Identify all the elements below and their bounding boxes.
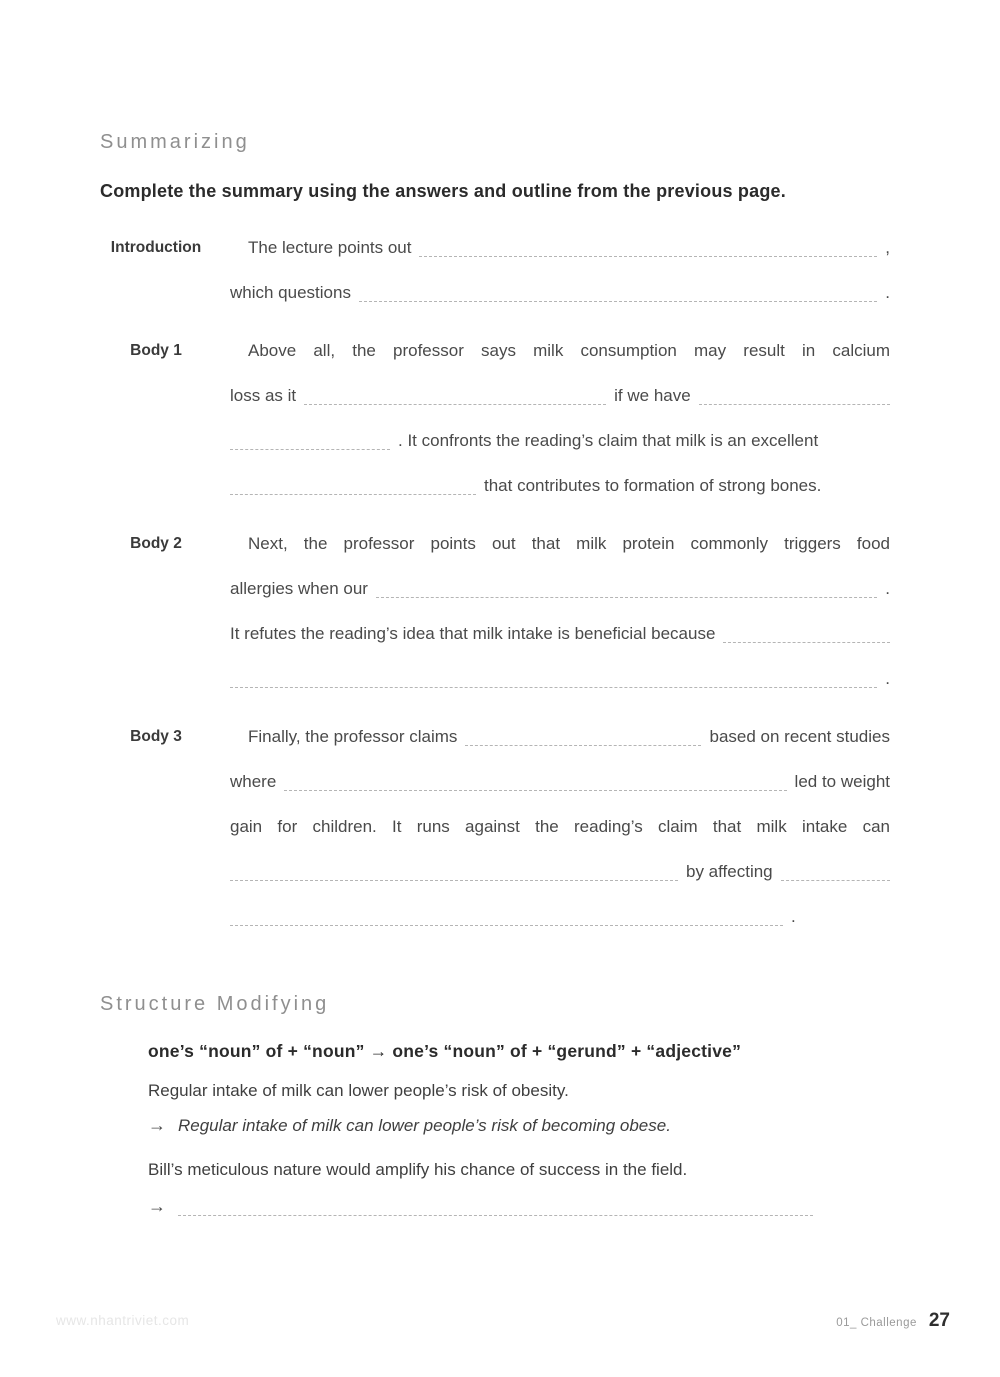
arrow-icon: → xyxy=(148,1115,166,1135)
body3-line-2 xyxy=(230,759,890,804)
body1-line-1 xyxy=(230,328,890,373)
page-number: 27 xyxy=(928,1310,950,1331)
line-text: which questions xyxy=(230,283,351,302)
body2-line-3 xyxy=(230,611,890,656)
line-text: . It confronts the reading’s claim that milk is an excellent xyxy=(398,431,819,450)
modified-sentence: Regular intake of milk can lower people’s risk of becoming obese. xyxy=(178,1116,671,1135)
line-punct: . xyxy=(885,669,890,688)
blank-answer-line xyxy=(230,494,476,495)
body1-line-4 xyxy=(230,463,890,508)
introduction-text xyxy=(230,225,890,315)
line-text: Next, the professor points out that milk protein commonly triggers food xyxy=(248,534,890,553)
blank-answer-line xyxy=(781,880,890,881)
blank-answer-line xyxy=(230,925,783,926)
line-text: that contributes to formation of strong bones. xyxy=(484,476,822,495)
structure-example-1-answer xyxy=(148,1112,848,1139)
introduction-line-1 xyxy=(230,225,890,270)
line-punct: . xyxy=(791,907,796,926)
line-text: based on recent studies xyxy=(709,727,890,746)
summary-block-body1 xyxy=(100,328,900,508)
blank-answer-line xyxy=(178,1215,813,1216)
blank-answer-line xyxy=(284,790,786,791)
body2-line-2 xyxy=(230,566,890,611)
body1-label: Body 1 xyxy=(130,342,182,359)
body2-label: Body 2 xyxy=(130,535,182,552)
line-text: The lecture points out xyxy=(248,238,412,257)
body3-label: Body 3 xyxy=(130,728,182,745)
body1-line-3 xyxy=(230,418,890,463)
blank-answer-line xyxy=(230,449,390,450)
introduction-label: Introduction xyxy=(110,239,202,256)
blank-answer-line xyxy=(230,880,678,881)
body3-line-3 xyxy=(230,804,890,849)
blank-answer-line xyxy=(359,301,877,302)
blank-answer-line xyxy=(230,687,877,688)
structure-example-2-answer xyxy=(148,1193,848,1219)
structure-modifying-section xyxy=(148,1036,848,1219)
line-text: It refutes the reading’s idea that milk intake is beneficial because xyxy=(230,624,716,643)
instruction-text: Complete the summary using the answers and outline from the previous page. xyxy=(100,181,786,201)
body1-line-2 xyxy=(230,373,890,418)
line-text: loss as it xyxy=(230,386,297,405)
line-text: if we have xyxy=(614,386,691,405)
blank-answer-line xyxy=(465,745,701,746)
structure-modifying-heading: Structure Modifying xyxy=(100,993,330,1015)
blank-answer-line xyxy=(376,597,877,598)
structure-example-1: Regular intake of milk can lower people’s risk of obesity. xyxy=(148,1081,569,1100)
line-punct: , xyxy=(885,238,890,257)
summarizing-heading: Summarizing xyxy=(100,131,250,153)
summary-block-introduction xyxy=(100,225,900,315)
line-text: led to weight xyxy=(794,772,890,791)
line-text: allergies when our xyxy=(230,579,368,598)
body3-line-4 xyxy=(230,849,890,894)
body3-text xyxy=(230,714,890,939)
summary-block-body3 xyxy=(100,714,900,939)
structure-rule: one’s “noun” of + “noun” → one’s “noun” of + “gerund” + “adjective” xyxy=(148,1041,742,1061)
blank-answer-line xyxy=(304,404,606,405)
body3-line-5 xyxy=(230,894,890,939)
line-text: by affecting xyxy=(686,862,773,881)
introduction-line-2 xyxy=(230,270,890,315)
chapter-label: 01_ Challenge xyxy=(836,1317,917,1329)
body2-text xyxy=(230,521,890,701)
line-text: Finally, the professor claims xyxy=(248,727,458,746)
line-text: where xyxy=(230,772,277,791)
line-text: Above all, the professor says milk consumption may result in calcium xyxy=(248,341,890,360)
body1-text xyxy=(230,328,890,508)
body2-line-4 xyxy=(230,656,890,701)
blank-answer-line xyxy=(723,642,890,643)
line-punct: . xyxy=(885,283,890,302)
body3-line-1 xyxy=(230,714,890,759)
blank-answer-line xyxy=(419,256,877,257)
page-footer xyxy=(836,1310,950,1332)
arrow-icon: → xyxy=(148,1196,166,1216)
line-punct: . xyxy=(885,579,890,598)
summary-section xyxy=(100,225,900,952)
watermark-text: www.nhantriviet.com xyxy=(56,1313,190,1328)
structure-example-2: Bill’s meticulous nature would amplify his chance of success in the field. xyxy=(148,1160,688,1179)
body2-line-1 xyxy=(230,521,890,566)
summary-block-body2 xyxy=(100,521,900,701)
blank-answer-line xyxy=(699,404,890,405)
line-text: gain for children. It runs against the reading’s claim that milk intake can xyxy=(230,817,890,836)
